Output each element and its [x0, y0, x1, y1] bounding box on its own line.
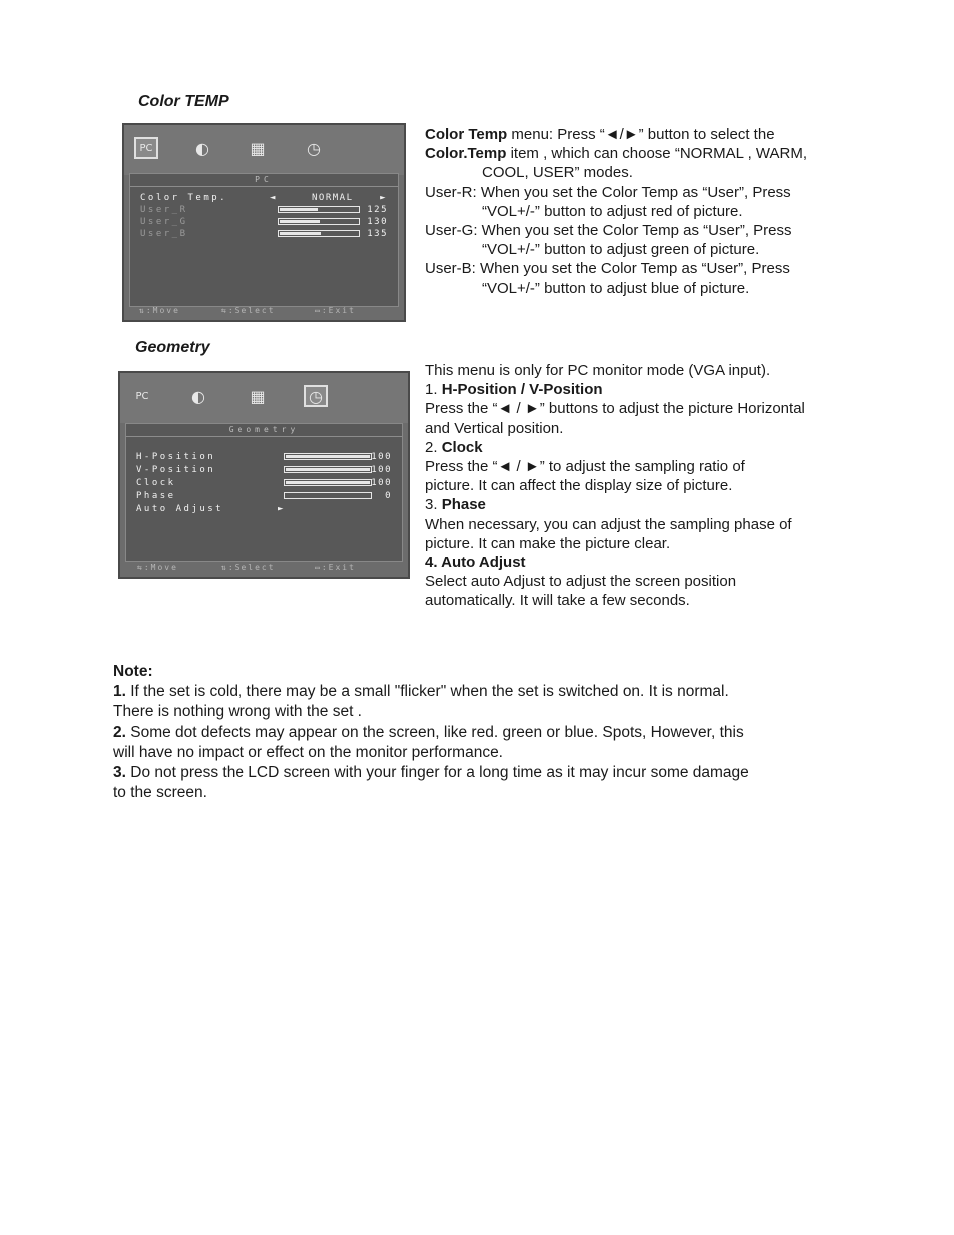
- description-line: [425, 144, 807, 163]
- note-text: Some dot defects may appear on the screen, like red. green or blue. Spots, However, this: [125, 723, 744, 741]
- osd-panel: [129, 173, 399, 307]
- description-line: [425, 495, 805, 514]
- osd-level-bar: [284, 466, 372, 473]
- osd-footer-select: ⇅:Select: [221, 563, 276, 572]
- osd-panel-title: PC: [130, 174, 398, 187]
- note-number: 2.: [113, 723, 126, 741]
- osd-level-fill: [280, 208, 318, 211]
- description-bold: Clock: [441, 438, 483, 456]
- section-heading-color-temp: Color TEMP: [138, 93, 229, 110]
- osd-level-bar: [278, 206, 360, 213]
- osd-row-clock: [136, 477, 392, 489]
- note-text: to the screen.: [113, 784, 207, 802]
- description-prefix: 2.: [425, 438, 442, 456]
- osd-row-label: Clock: [136, 478, 176, 488]
- osd-level-fill: [286, 468, 370, 471]
- description-line: [425, 183, 807, 202]
- description-text: COOL, USER” modes.: [482, 164, 633, 182]
- osd-level-fill: [286, 455, 370, 458]
- osd-row-label: Color Temp.: [140, 193, 228, 203]
- osd-icon-bar: [120, 373, 408, 423]
- description-line: [425, 380, 805, 399]
- description-line: [425, 476, 805, 495]
- description-line: [425, 361, 805, 380]
- geometry-description: [425, 361, 805, 611]
- note-number: 3.: [113, 764, 126, 782]
- right-arrow-icon: ►: [380, 193, 388, 203]
- pc-icon: PC: [135, 390, 149, 402]
- osd-row-auto-adjust: [136, 503, 392, 515]
- note-text: There is nothing wrong with the set .: [113, 703, 362, 721]
- audio-icon: ◐: [195, 138, 209, 158]
- description-text: item , which can choose “NORMAL , WARM,: [506, 145, 808, 163]
- osd-row-v-position: [136, 464, 392, 476]
- osd-footer-move: ⇅:Move: [139, 306, 180, 315]
- description-line: [425, 399, 805, 418]
- description-line: [425, 125, 807, 144]
- description-bold: Phase: [441, 496, 486, 514]
- osd-row-value: NORMAL: [312, 193, 354, 203]
- description-line: [425, 419, 805, 438]
- color-temp-osd-screenshot: [122, 123, 406, 322]
- osd-level-bar: [278, 218, 360, 225]
- description-text: Press the “◄ / ►” to adjust the sampling ratio of: [425, 458, 745, 476]
- note-text: will have no impact or effect on the monitor performance.: [113, 743, 503, 761]
- osd-level-bar: [284, 492, 372, 499]
- description-line: [425, 240, 807, 259]
- osd-row-h-position: [136, 451, 392, 463]
- color-temp-description: [425, 125, 807, 298]
- description-line: [425, 259, 807, 278]
- osd-row-value: 135: [367, 229, 388, 239]
- pc-icon: PC: [134, 137, 158, 159]
- description-text: and Vertical position.: [425, 419, 564, 437]
- description-line: [425, 591, 805, 610]
- description-text: Select auto Adjust to adjust the screen position: [425, 573, 737, 591]
- osd-level-fill: [280, 232, 321, 235]
- osd-row-user-b: [140, 228, 388, 240]
- description-text: picture. It can affect the display size of picture.: [425, 477, 733, 495]
- geometry-osd-screenshot: [118, 371, 410, 579]
- osd-row-value: 130: [367, 217, 388, 227]
- description-text: “VOL+/-” button to adjust blue of picture.: [482, 279, 750, 297]
- description-text: Press the “◄ / ►” buttons to adjust the picture Horizontal: [425, 400, 805, 418]
- osd-level-fill: [286, 481, 370, 484]
- osd-row-value: 100: [371, 465, 392, 475]
- osd-level-fill: [280, 220, 320, 223]
- note-line: [113, 763, 853, 783]
- osd-row-label: Auto Adjust: [136, 504, 224, 514]
- description-text: User-R: When you set the Color Temp as “User”, Press: [425, 183, 791, 201]
- description-line: [425, 202, 807, 221]
- osd-row-label: Phase: [136, 491, 176, 501]
- osd-level-bar: [284, 453, 372, 460]
- audio-icon: ◐: [191, 386, 205, 406]
- note-line: [113, 682, 853, 702]
- osd-row-value: 0: [385, 491, 392, 501]
- osd-row-value: 100: [371, 478, 392, 488]
- description-line: [425, 534, 805, 553]
- osd-footer-select: ⇆:Select: [221, 306, 276, 315]
- note-title: Note:: [113, 663, 153, 680]
- osd-level-bar: [284, 479, 372, 486]
- section-heading-geometry: Geometry: [135, 339, 210, 356]
- osd-footer: [129, 305, 399, 317]
- osd-footer-exit: ▭:Exit: [315, 306, 356, 315]
- osd-footer-move: ⇆:Move: [137, 563, 178, 572]
- setup-icon: ▦: [250, 386, 266, 406]
- osd-row-value: 125: [367, 205, 388, 215]
- description-line: [425, 279, 807, 298]
- osd-row-color-temp: [140, 192, 388, 204]
- osd-row-label: V-Position: [136, 465, 216, 475]
- setup-icon: ▦: [250, 138, 266, 158]
- osd-footer-exit: ▭:Exit: [315, 563, 356, 572]
- osd-panel: [125, 423, 403, 562]
- right-arrow-icon: ►: [278, 504, 286, 514]
- description-prefix: 1.: [425, 381, 442, 399]
- note-line: [113, 783, 853, 803]
- osd-icon-bar: [124, 125, 404, 175]
- osd-row-label: User_B: [140, 229, 188, 239]
- osd-level-bar: [278, 230, 360, 237]
- note-text: If the set is cold, there may be a small "flicker" when the set is switched on. It is normal.: [125, 683, 729, 701]
- clock-icon: ◷: [307, 138, 321, 158]
- osd-row-label: User_R: [140, 205, 188, 215]
- osd-row-user-g: [140, 216, 388, 228]
- description-text: menu: Press “◄/►” button to select the: [507, 126, 775, 143]
- description-text: This menu is only for PC monitor mode (VGA input).: [425, 362, 771, 379]
- description-bold: Color Temp: [425, 126, 508, 143]
- note-line: [113, 743, 853, 763]
- description-text: automatically. It will take a few seconds.: [425, 592, 690, 610]
- osd-row-label: H-Position: [136, 452, 216, 462]
- description-bold: H-Position / V-Position: [441, 381, 603, 399]
- description-bold: Color.Temp: [425, 145, 507, 163]
- description-text: User-G: When you set the Color Temp as “User”, Press: [425, 222, 792, 240]
- description-text: When necessary, you can adjust the sampling phase of: [425, 515, 792, 533]
- description-text: “VOL+/-” button to adjust green of picture.: [482, 241, 760, 259]
- description-bold: 4. Auto Adjust: [425, 554, 526, 572]
- description-prefix: 3.: [425, 496, 442, 514]
- note-lines: [113, 682, 853, 803]
- note-text: Do not press the LCD screen with your finger for a long time as it may incur some damage: [125, 764, 749, 782]
- osd-row-user-r: [140, 204, 388, 216]
- description-line: [425, 438, 805, 457]
- left-arrow-icon: ◄: [270, 193, 278, 203]
- description-line: [425, 457, 805, 476]
- note-line: [113, 702, 853, 722]
- note-line: [113, 723, 853, 743]
- description-text: “VOL+/-” button to adjust red of picture.: [482, 202, 743, 220]
- description-line: [425, 572, 805, 591]
- description-line: [425, 553, 805, 572]
- osd-panel-title: Geometry: [126, 424, 402, 437]
- osd-row-value: 100: [371, 452, 392, 462]
- description-text: User-B: When you set the Color Temp as “User”, Press: [425, 260, 790, 278]
- note-number: 1.: [113, 683, 126, 701]
- description-line: [425, 163, 807, 182]
- clock-icon: ◷: [304, 385, 328, 407]
- description-line: [425, 221, 807, 240]
- description-line: [425, 515, 805, 534]
- osd-footer: [125, 562, 403, 574]
- osd-row-phase: [136, 490, 392, 502]
- description-text: picture. It can make the picture clear.: [425, 534, 671, 552]
- osd-row-label: User_G: [140, 217, 188, 227]
- note-section: [113, 662, 853, 803]
